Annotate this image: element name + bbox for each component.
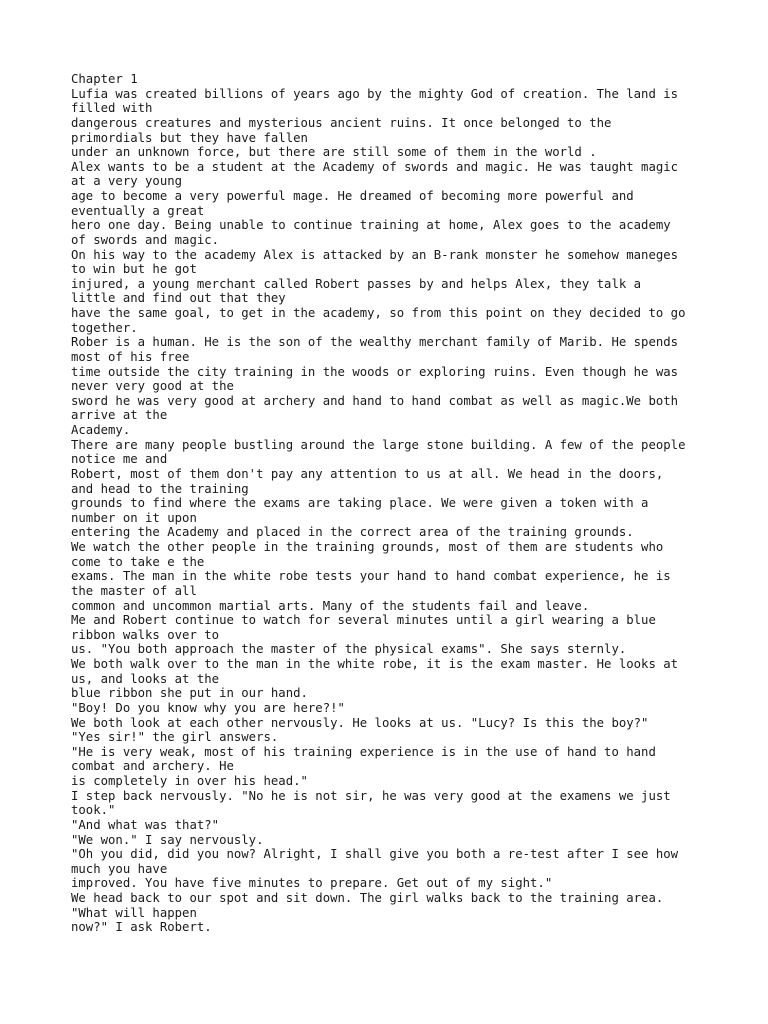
text-line: time outside the city training in the woods or exploring ruins. Even though he was	[71, 364, 679, 379]
text-line: notice me and	[71, 452, 168, 467]
text-line: us, and looks at the	[71, 671, 220, 686]
text-line: We both walk over to the man in the white robe, it is the exam master. He looks at	[71, 657, 679, 671]
text-line: eventually a great	[71, 203, 205, 218]
text-line: filled with	[71, 101, 153, 116]
text-line: common and uncommon martial arts. Many of the students fail and leave.	[71, 598, 590, 613]
text-line: combat and archery. He	[71, 759, 234, 774]
text-line: We watch the other people in the training grounds, most of them are students who	[71, 540, 664, 554]
text-line: We both look at each other nervously. He looks at us. "Lucy? Is this the boy?"	[71, 715, 649, 730]
text-line: Alex wants to be a student at the Academy of swords and magic. He was taught magic	[71, 159, 679, 174]
text-line: under an unknown force, but there are still some of them in the world .	[71, 145, 597, 160]
text-line: sword he was very good at archery and hand to hand combat as well as magic.We both	[71, 393, 679, 408]
text-line: Robert, most of them don't pay any attention to us at all. We head in the doors,	[71, 466, 664, 481]
text-line: and head to the training	[71, 481, 249, 496]
text-line: hero one day. Being unable to continue training at home, Alex goes to the academy	[71, 218, 671, 233]
text-line: Me and Robert continue to watch for several minutes until a girl wearing a blue	[71, 613, 656, 628]
text-line: age to become a very powerful mage. He dreamed of becoming more powerful and	[71, 189, 634, 203]
text-line: "What will happen	[71, 905, 197, 920]
text-line: exams. The man in the white robe tests your hand to hand combat experience, he is	[71, 569, 671, 584]
text-line: now?" I ask Robert.	[71, 920, 212, 935]
text-line: grounds to find where the exams are taking place. We were given a token with a	[71, 496, 649, 511]
text-line: I step back nervously. "No he is not sir, he was very good at the examens we just	[71, 788, 671, 803]
text-line: primordials but they have fallen	[71, 130, 308, 145]
text-line: On his way to the academy Alex is attacked by an B-rank monster he somehow maneges	[71, 247, 679, 262]
text-line: Academy.	[71, 423, 131, 437]
text-line: "Oh you did, did you now? Alright, I shall give you both a re-test after I see how	[71, 847, 679, 862]
text-line: us. "You both approach the master of the physical exams". She says sternly.	[71, 642, 627, 657]
text-line: much you have	[71, 861, 168, 876]
text-line: "Boy! Do you know why you are here?!"	[71, 700, 345, 715]
text-line: entering the Academy and placed in the correct area of the training grounds.	[71, 525, 634, 540]
document-page	[71, 72, 711, 935]
text-line: to win but he got	[71, 262, 197, 277]
text-line: arrive at the	[71, 408, 168, 423]
text-line: come to take e the	[71, 554, 205, 569]
text-line: ribbon walks over to	[71, 627, 220, 642]
text-line: together.	[71, 320, 138, 335]
text-line: little and find out that they	[71, 291, 286, 306]
text-line: There are many people bustling around the large stone building. A few of the people	[71, 437, 686, 452]
chapter-heading: Chapter 1	[71, 72, 138, 86]
text-line: the master of all	[71, 583, 197, 598]
text-line: of swords and magic.	[71, 232, 220, 247]
text-line: is completely in over his head."	[71, 774, 308, 788]
text-line: "Yes sir!" the girl answers.	[71, 730, 279, 745]
text-line: blue ribbon she put in our hand.	[71, 686, 308, 701]
text-line: dangerous creatures and mysterious ancient ruins. It once belonged to the	[71, 115, 612, 130]
text-line: most of his free	[71, 349, 190, 364]
text-line: at a very young	[71, 174, 183, 189]
text-line: injured, a young merchant called Robert passes by and helps Alex, they talk a	[71, 276, 642, 291]
text-line: Lufia was created billions of years ago by the mighty God of creation. The land is	[71, 86, 679, 101]
text-line: We head back to our spot and sit down. The girl walks back to the training area.	[71, 891, 664, 905]
text-line: Rober is a human. He is the son of the wealthy merchant family of Marib. He spends	[71, 335, 679, 350]
text-line: "He is very weak, most of his training experience is in the use of hand to hand	[71, 744, 656, 759]
text-line: took."	[71, 803, 116, 818]
text-line: improved. You have five minutes to prepare. Get out of my sight."	[71, 876, 553, 891]
text-line: "And what was that?"	[71, 817, 220, 832]
text-line: never very good at the	[71, 379, 234, 394]
text-line: "We won." I say nervously.	[71, 832, 264, 847]
text-line: have the same goal, to get in the academy, so from this point on they decided to go	[71, 306, 686, 320]
text-line: number on it upon	[71, 510, 197, 525]
